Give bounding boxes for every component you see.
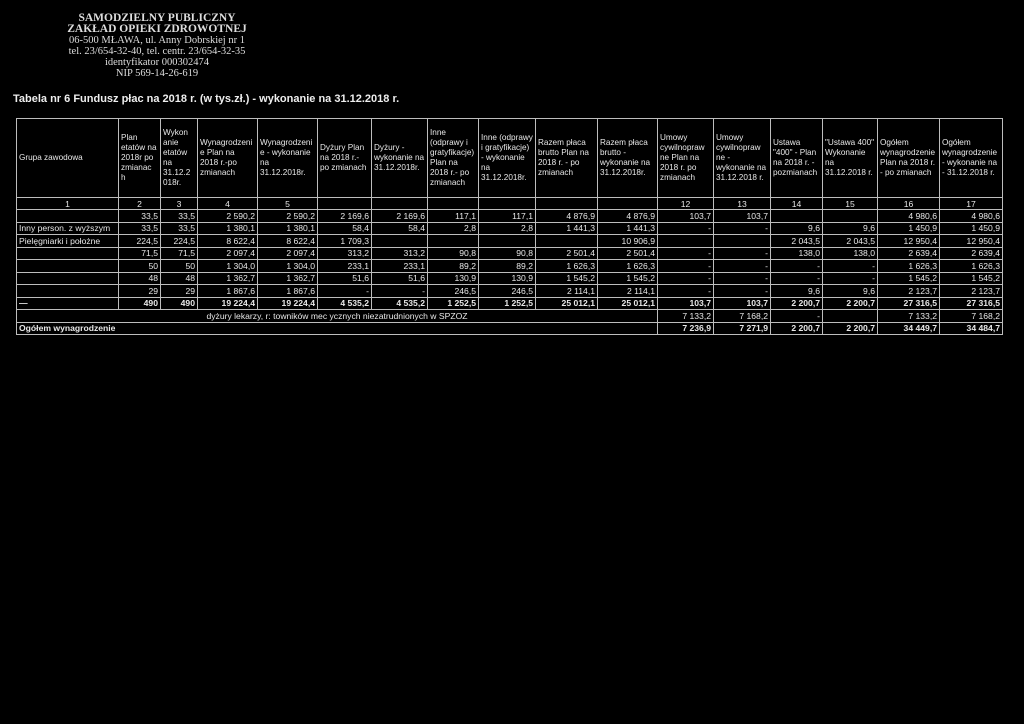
table-cell: 1 304,0 bbox=[198, 260, 258, 273]
column-number bbox=[598, 198, 658, 210]
row-label bbox=[17, 272, 119, 285]
table-cell: 1 626,3 bbox=[878, 260, 940, 273]
column-number bbox=[428, 198, 479, 210]
header-line-1: SAMODZIELNY PUBLICZNY bbox=[78, 12, 236, 24]
table-row-total bbox=[17, 322, 1003, 335]
table-cell: - bbox=[658, 272, 714, 285]
table-cell: 138,0 bbox=[771, 247, 823, 260]
row-label: Pielęgniarki i położne bbox=[17, 235, 119, 248]
table-cell: 12 950,4 bbox=[940, 235, 1003, 248]
column-number: 17 bbox=[940, 198, 1003, 210]
table-cell: 7 133,2 bbox=[658, 310, 714, 323]
table-cell: - bbox=[771, 272, 823, 285]
column-number-row bbox=[17, 198, 1003, 210]
table-cell: - bbox=[714, 222, 771, 235]
table-cell: 2 169,6 bbox=[372, 210, 428, 223]
row-label bbox=[17, 285, 119, 298]
table-cell: - bbox=[658, 247, 714, 260]
table-cell: 27 316,5 bbox=[878, 297, 940, 310]
table-cell: 10 906,9 bbox=[598, 235, 658, 248]
table-cell: 9,6 bbox=[771, 222, 823, 235]
header-nip: NIP 569-14-26-619 bbox=[115, 68, 199, 79]
table-cell: - bbox=[658, 285, 714, 298]
header-line-2: ZAKŁAD OPIEKI ZDROWOTNEJ bbox=[67, 23, 247, 35]
table-cell: 2 043,5 bbox=[771, 235, 823, 248]
table-cell: 1 867,6 bbox=[258, 285, 318, 298]
table-cell bbox=[536, 235, 598, 248]
table-row bbox=[17, 297, 1003, 310]
table-cell: 1 626,3 bbox=[940, 260, 1003, 273]
table-cell: 2 590,2 bbox=[198, 210, 258, 223]
table-cell: 2,8 bbox=[479, 222, 536, 235]
table-cell: 9,6 bbox=[771, 285, 823, 298]
header-identifier: identyfikator 000302474 bbox=[104, 57, 210, 68]
column-header: "Ustawa 400" Wykonanie na 31.12.2018 r. bbox=[823, 119, 878, 198]
table-cell: 2 200,7 bbox=[771, 297, 823, 310]
table-cell: 1 304,0 bbox=[258, 260, 318, 273]
table-cell bbox=[771, 210, 823, 223]
table-cell: 19 224,4 bbox=[198, 297, 258, 310]
column-header: Wynagrodzeni e - wykonanie na 31.12.2018r. bbox=[258, 119, 318, 198]
table-cell: 2 639,4 bbox=[878, 247, 940, 260]
table-cell: 4 980,6 bbox=[940, 210, 1003, 223]
table-cell: 89,2 bbox=[479, 260, 536, 273]
table-cell: 2 114,1 bbox=[536, 285, 598, 298]
table-cell: 490 bbox=[119, 297, 161, 310]
table-cell: 1 545,2 bbox=[598, 272, 658, 285]
table-cell: 50 bbox=[119, 260, 161, 273]
table-cell: 1 252,5 bbox=[428, 297, 479, 310]
row-label bbox=[17, 210, 119, 223]
table-cell: 51,6 bbox=[318, 272, 372, 285]
table-cell: 48 bbox=[119, 272, 161, 285]
table-cell: 7 133,2 bbox=[878, 310, 940, 323]
header-phone: tel. 23/654-32-40, tel. centr. 23/654-32-35 bbox=[68, 46, 246, 57]
table-cell: 2 123,7 bbox=[878, 285, 940, 298]
table-cell: 29 bbox=[161, 285, 198, 298]
table-cell: 1 709,3 bbox=[318, 235, 372, 248]
table-cell: 1 545,2 bbox=[536, 272, 598, 285]
column-number: 4 bbox=[198, 198, 258, 210]
table-cell bbox=[823, 310, 878, 323]
column-header: Umowy cywilnopraw ne Plan na 2018 r. po zmianach bbox=[658, 119, 714, 198]
table-cell: 4 535,2 bbox=[372, 297, 428, 310]
table-cell bbox=[714, 235, 771, 248]
table-cell bbox=[372, 235, 428, 248]
table-cell: - bbox=[714, 272, 771, 285]
table-cell: 1 362,7 bbox=[258, 272, 318, 285]
table-cell bbox=[658, 235, 714, 248]
table-cell bbox=[428, 235, 479, 248]
table-cell: 2 501,4 bbox=[598, 247, 658, 260]
column-number: 5 bbox=[258, 198, 318, 210]
column-number bbox=[536, 198, 598, 210]
column-header: Wykon anie etatów na 31.12.2 018r. bbox=[161, 119, 198, 198]
payroll-table bbox=[16, 118, 1003, 335]
table-cell: 224,5 bbox=[161, 235, 198, 248]
table-title: Tabela nr 6 Fundusz płac na 2018 r. (w tys.zł.) - wykonanie na 31.12.2018 r. bbox=[13, 93, 400, 105]
table-cell: 51,6 bbox=[372, 272, 428, 285]
table-cell: 89,2 bbox=[428, 260, 479, 273]
table-cell bbox=[823, 210, 878, 223]
table-cell: 2 590,2 bbox=[258, 210, 318, 223]
table-cell: 2 097,4 bbox=[258, 247, 318, 260]
column-number bbox=[479, 198, 536, 210]
table-cell: 103,7 bbox=[714, 297, 771, 310]
table-cell: 2 200,7 bbox=[771, 322, 823, 335]
table-cell: 246,5 bbox=[428, 285, 479, 298]
table-row-note bbox=[17, 310, 1003, 323]
table-cell: 19 224,4 bbox=[258, 297, 318, 310]
table-cell: 29 bbox=[119, 285, 161, 298]
table-cell: 1 441,3 bbox=[536, 222, 598, 235]
table-cell: 25 012,1 bbox=[536, 297, 598, 310]
table-cell: 4 980,6 bbox=[878, 210, 940, 223]
table-cell: 2 169,6 bbox=[318, 210, 372, 223]
table-row bbox=[17, 260, 1003, 273]
table-cell: 117,1 bbox=[428, 210, 479, 223]
column-header: Dyżury Plan na 2018 r.- po zmianach bbox=[318, 119, 372, 198]
table-cell: 2 200,7 bbox=[823, 322, 878, 335]
table-cell: 233,1 bbox=[372, 260, 428, 273]
table-cell: 33,5 bbox=[119, 222, 161, 235]
table-cell: 130,9 bbox=[428, 272, 479, 285]
table-cell: 34 449,7 bbox=[878, 322, 940, 335]
table-cell: 2 043,5 bbox=[823, 235, 878, 248]
header-address: 06-500 MŁAWA, ul. Anny Dobrskiej nr 1 bbox=[69, 35, 245, 46]
table-cell: 1 380,1 bbox=[198, 222, 258, 235]
table-cell: 103,7 bbox=[714, 210, 771, 223]
table-cell: 27 316,5 bbox=[940, 297, 1003, 310]
row-label bbox=[17, 247, 119, 260]
table-cell: - bbox=[714, 247, 771, 260]
table-cell: 224,5 bbox=[119, 235, 161, 248]
table-cell: 4 535,2 bbox=[318, 297, 372, 310]
table-cell: 8 622,4 bbox=[198, 235, 258, 248]
table-row bbox=[17, 222, 1003, 235]
table-cell: - bbox=[372, 285, 428, 298]
table-cell: 117,1 bbox=[479, 210, 536, 223]
table-cell: 1 380,1 bbox=[258, 222, 318, 235]
table-cell: 490 bbox=[161, 297, 198, 310]
table-cell: 9,6 bbox=[823, 222, 878, 235]
table-cell: 1 252,5 bbox=[479, 297, 536, 310]
table-cell: 7 168,2 bbox=[940, 310, 1003, 323]
table-cell: 2 123,7 bbox=[940, 285, 1003, 298]
column-header: Wynagrodzeni e Plan na 2018 r.-po zmianach bbox=[198, 119, 258, 198]
column-header: Grupa zawodowa bbox=[17, 119, 119, 198]
column-number: 1 bbox=[17, 198, 119, 210]
table-row bbox=[17, 272, 1003, 285]
table-cell: 33,5 bbox=[161, 222, 198, 235]
table-row bbox=[17, 285, 1003, 298]
row-label: Inny person. z wyższym bbox=[17, 222, 119, 235]
column-header: Inne (odprawy i gratyfikacje) - wykonanie na 31.12.2018r. bbox=[479, 119, 536, 198]
institution-header bbox=[32, 13, 282, 79]
table-cell: 33,5 bbox=[119, 210, 161, 223]
table-cell: 34 484,7 bbox=[940, 322, 1003, 335]
table-row bbox=[17, 247, 1003, 260]
table-cell: - bbox=[823, 260, 878, 273]
column-header: Ustawa "400" - Plan na 2018 r. - pozmianach bbox=[771, 119, 823, 198]
table-cell: 12 950,4 bbox=[878, 235, 940, 248]
table-cell: 233,1 bbox=[318, 260, 372, 273]
column-header: Umowy cywilnopraw ne - wykonanie na 31.12.2018 r. bbox=[714, 119, 771, 198]
column-header: Razem płaca brutto Plan na 2018 r. - po zmianach bbox=[536, 119, 598, 198]
total-label: Ogółem wynagrodzenie bbox=[17, 322, 658, 335]
table-cell: 1 362,7 bbox=[198, 272, 258, 285]
column-number: 13 bbox=[714, 198, 771, 210]
table-cell: 1 450,9 bbox=[940, 222, 1003, 235]
table-cell: 4 876,9 bbox=[536, 210, 598, 223]
column-number: 3 bbox=[161, 198, 198, 210]
column-number: 2 bbox=[119, 198, 161, 210]
table-cell: 9,6 bbox=[823, 285, 878, 298]
table-cell: 33,5 bbox=[161, 210, 198, 223]
table-cell: 246,5 bbox=[479, 285, 536, 298]
table-cell: 4 876,9 bbox=[598, 210, 658, 223]
column-number bbox=[372, 198, 428, 210]
table-cell: - bbox=[658, 260, 714, 273]
table-cell: - bbox=[714, 260, 771, 273]
table-cell: 90,8 bbox=[479, 247, 536, 260]
row-label: — bbox=[17, 297, 119, 310]
column-header: Ogółem wynagrodzenie Plan na 2018 r. - po zmianach bbox=[878, 119, 940, 198]
table-cell: 103,7 bbox=[658, 210, 714, 223]
table-cell: 138,0 bbox=[823, 247, 878, 260]
table-row bbox=[17, 235, 1003, 248]
table-cell: 58,4 bbox=[318, 222, 372, 235]
table-cell: 50 bbox=[161, 260, 198, 273]
table-cell: 71,5 bbox=[161, 247, 198, 260]
column-number: 12 bbox=[658, 198, 714, 210]
table-cell: 130,9 bbox=[479, 272, 536, 285]
table-cell: - bbox=[771, 310, 823, 323]
table-cell: 48 bbox=[161, 272, 198, 285]
table-cell: 2 097,4 bbox=[198, 247, 258, 260]
column-header: Razem płaca brutto - wykonanie na 31.12.2018r. bbox=[598, 119, 658, 198]
note-label: dyżury lekarzy, r: towników mec ycznych niezatrudnionych w SPZOZ bbox=[17, 310, 658, 323]
table-cell: 313,2 bbox=[372, 247, 428, 260]
table-cell: 103,7 bbox=[658, 297, 714, 310]
table-cell: 7 168,2 bbox=[714, 310, 771, 323]
table-cell: 1 441,3 bbox=[598, 222, 658, 235]
column-header: Ogółem wynagrodzenie - wykonanie na - 31.12.2018 r. bbox=[940, 119, 1003, 198]
table-cell: 1 626,3 bbox=[536, 260, 598, 273]
column-number bbox=[318, 198, 372, 210]
column-number: 14 bbox=[771, 198, 823, 210]
row-label bbox=[17, 260, 119, 273]
column-header: Dyżury - wykonanie na 31.12.2018r. bbox=[372, 119, 428, 198]
table-cell: 1 626,3 bbox=[598, 260, 658, 273]
column-header-row bbox=[17, 119, 1003, 198]
table-cell: 8 622,4 bbox=[258, 235, 318, 248]
table-row bbox=[17, 210, 1003, 223]
table-cell: 7 236,9 bbox=[658, 322, 714, 335]
table-cell: 1 545,2 bbox=[940, 272, 1003, 285]
column-header: Plan etatów na 2018r po zmianac h bbox=[119, 119, 161, 198]
table-cell: 58,4 bbox=[372, 222, 428, 235]
table-cell: - bbox=[714, 285, 771, 298]
table-cell bbox=[479, 235, 536, 248]
table-cell: 2 639,4 bbox=[940, 247, 1003, 260]
table-cell: 1 450,9 bbox=[878, 222, 940, 235]
table-cell: - bbox=[771, 260, 823, 273]
table-cell: 2,8 bbox=[428, 222, 479, 235]
table-cell: - bbox=[658, 222, 714, 235]
table-cell: 7 271,9 bbox=[714, 322, 771, 335]
table-cell: - bbox=[318, 285, 372, 298]
table-cell: 2 114,1 bbox=[598, 285, 658, 298]
column-number: 15 bbox=[823, 198, 878, 210]
column-number: 16 bbox=[878, 198, 940, 210]
table-cell: 1 867,6 bbox=[198, 285, 258, 298]
table-cell: 1 545,2 bbox=[878, 272, 940, 285]
table-cell: 2 501,4 bbox=[536, 247, 598, 260]
table-cell: - bbox=[823, 272, 878, 285]
table-cell: 90,8 bbox=[428, 247, 479, 260]
column-header: Inne (odprawy i gratyfikacje) Plan na 2018 r.- po zmianach bbox=[428, 119, 479, 198]
table-cell: 313,2 bbox=[318, 247, 372, 260]
table-cell: 71,5 bbox=[119, 247, 161, 260]
table-cell: 2 200,7 bbox=[823, 297, 878, 310]
table-cell: 25 012,1 bbox=[598, 297, 658, 310]
